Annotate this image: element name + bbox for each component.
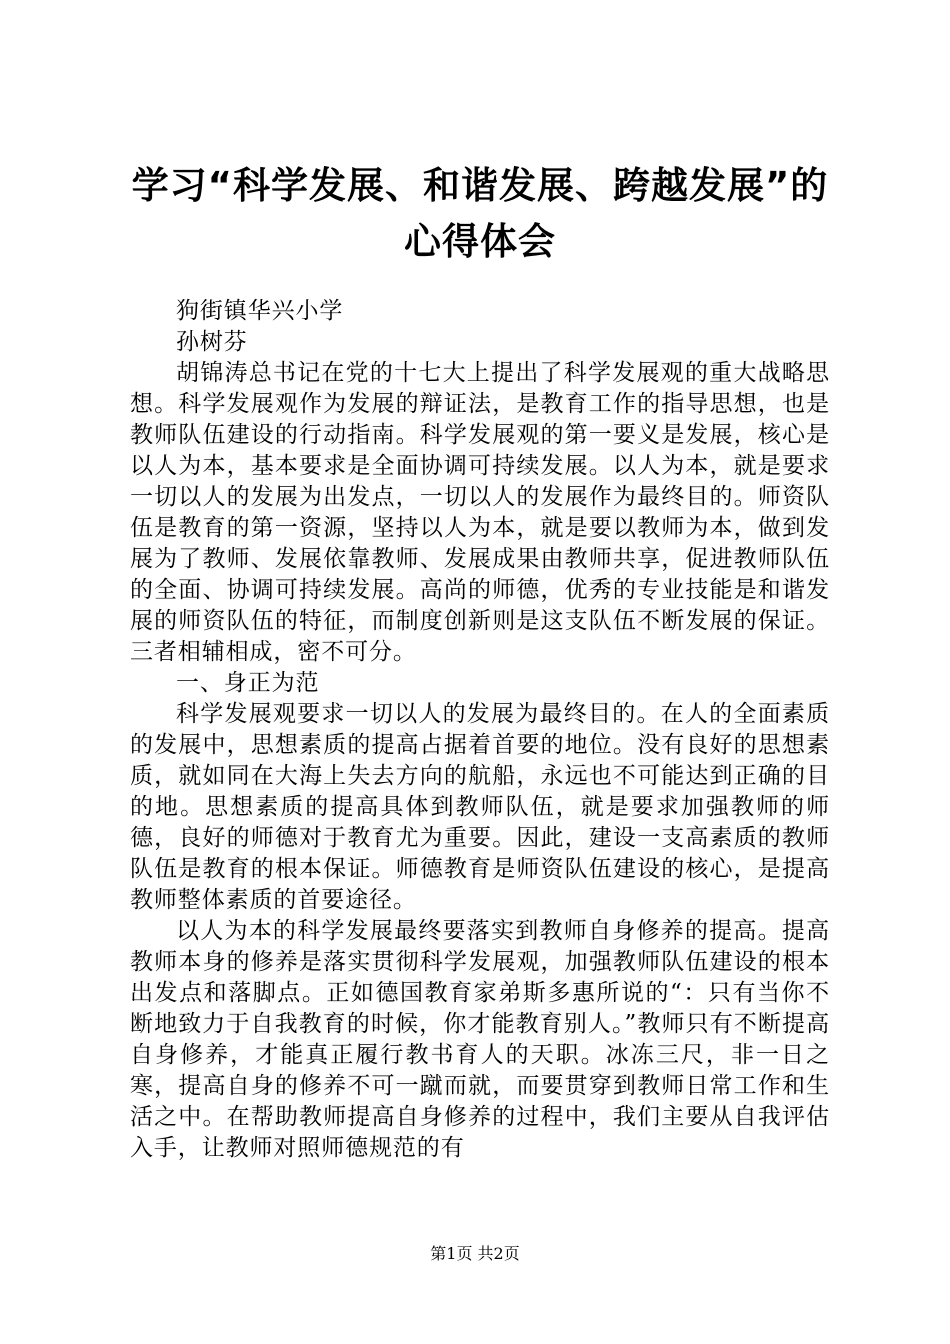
paragraph-intro: 胡锦涛总书记在党的十七大上提出了科学发展观的重大战略思想。科学发展观作为发展的辩证法，是教育工作的指导思想，也是教师队伍建设的行动指南。科学发展观的第一要义是发展，核心是以人为本，基本要求是全面协调可持续发展。以人为本，就是要求一切以人的发展为出发点，一切以人的发展作为最终目的。师资队伍是教育的第一资源，坚持以人为本，就是要以教师为本，做到发展为了教师、发展依靠教师、发展成果由教师共享，促进教师队伍的全面、协调可持续发展。高尚的师德，优秀的专业技能是和谐发展的师资队伍的特征，而制度创新则是这支队伍不断发展的保证。三者相辅相成，密不可分。 — [130, 360, 830, 665]
paragraph-self-cultivation: 以人为本的科学发展最终要落实到教师自身修养的提高。提高教师本身的修养是落实贯彻科学发展观，加强教师队伍建设的根本出发点和落脚点。正如德国教育家弟斯多惠所说的“：只有当你不断地致力于自我教育的时候，你才能教育别人。”教师只有不断提高自身修养，才能真正履行教书育人的天职。冰冻三尺，非一日之寒，提高自身的修养不可一蹴而就，而要贯穿到教师日常工作和生活之中。在帮助教师提高自身修养的过程中，我们主要从自我评估入手，让教师对照师德规范的有 — [130, 918, 830, 1161]
document-title: 学习“科学发展、和谐发展、跨越发展”的心得体会 — [131, 164, 829, 263]
author-name: 孙树芬 — [176, 329, 248, 355]
paragraph-section-1: 科学发展观要求一切以人的发展为最终目的。在人的全面素质的发展中，思想素质的提高占据着首要的地位。没有良好的思想素质，就如同在大海上失去方向的航船，永远也不可能达到正确的目的地。思想素质的提高具体到教师队伍，就是要求加强教师的师德，良好的师德对于教育尤为重要。因此，建设一支高素质的教师队伍是教育的根本保证。师德教育是师资队伍建设的核心，是提高教师整体素质的首要途径。 — [130, 701, 830, 913]
school-name: 狗街镇华兴小学 — [176, 298, 344, 324]
document-body — [130, 296, 830, 1164]
section-heading-1: 一、身正为范 — [176, 670, 320, 696]
page-number: 第1页 共2页 — [430, 1244, 520, 1263]
